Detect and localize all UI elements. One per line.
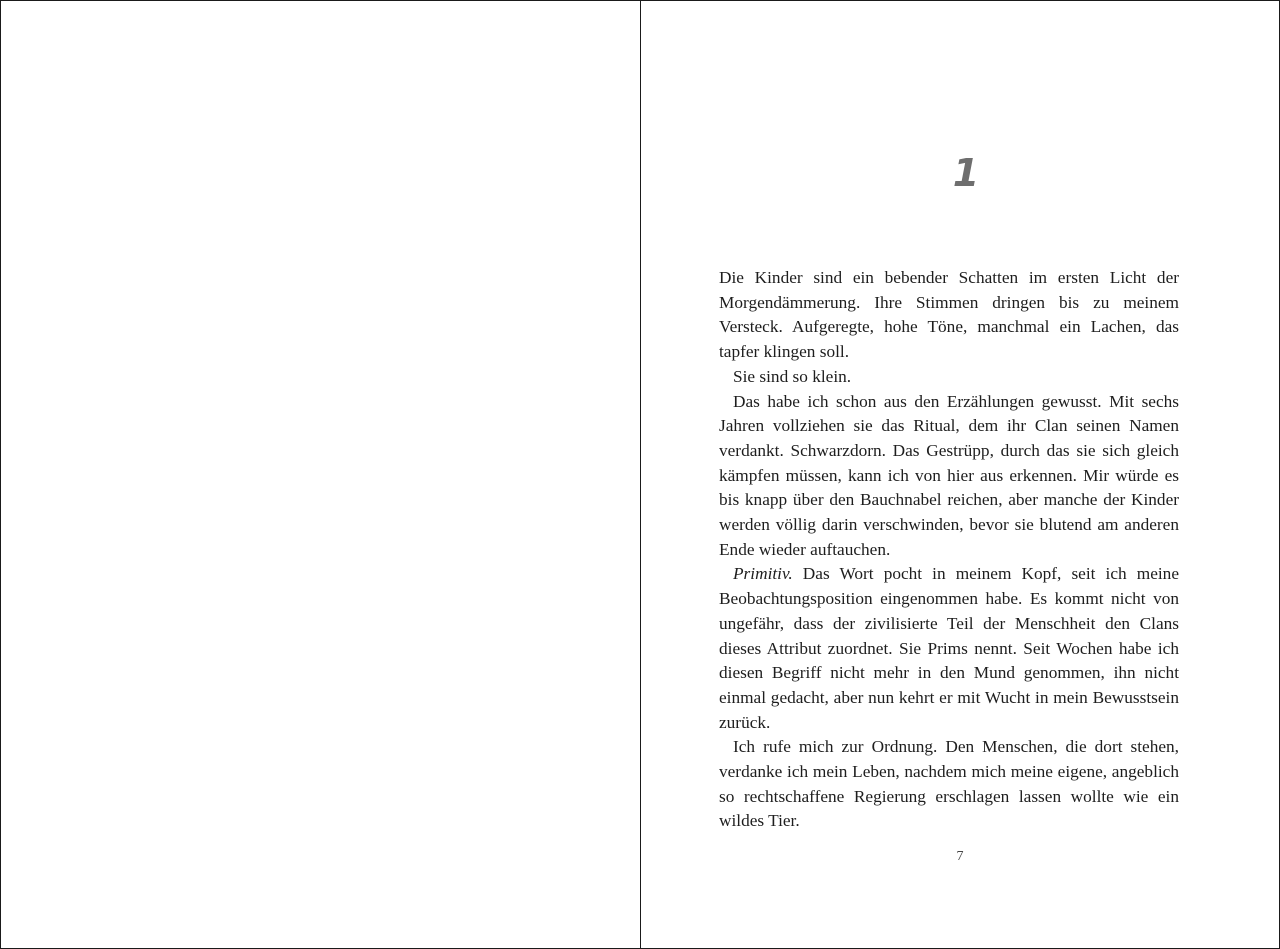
paragraph xyxy=(719,562,1179,735)
paragraph-text: Die Kinder sind ein bebender Schatten im ersten Licht der Morgendämmerung. Ihre Stimmen dringen bis zu meinem Versteck. Aufgeregte, hohe Töne, manchmal ein Lachen, das tapfer klingen soll. xyxy=(719,268,1179,362)
paragraph-text: Das habe ich schon aus den Erzählungen gewusst. Mit sechs Jahren vollziehen sie das Ritual, dem ihr Clan seinen Namen verdankt. Schwarzdorn. Das Gestrüpp, durch das sie sich gleich kämpfen müssen, kann ich von hier aus erkennen. Mir würde es bis knapp über den Bauchnabel reichen, aber manche der Kinder werden völlig darin verschwinden, bevor sie blutend am anderen Ende wieder auftauchen. xyxy=(719,391,1179,559)
chapter-number: 1 xyxy=(952,151,980,195)
paragraph xyxy=(719,735,1179,834)
left-page xyxy=(1,1,641,948)
page-number: 7 xyxy=(956,849,964,864)
paragraph xyxy=(719,365,1179,390)
right-page xyxy=(641,1,1279,948)
paragraph-text: Sie sind so klein. xyxy=(733,366,852,386)
paragraph xyxy=(719,390,1179,563)
body-text xyxy=(719,266,1179,834)
paragraph-text: Ich rufe mich zur Ordnung. Den Menschen, die dort stehen, verdanke ich mein Leben, nachdem mich meine eigene, angeblich so rechtschaffene Regierung erschlagen lassen wollte wie ein wildes Tier. xyxy=(719,737,1179,831)
paragraph-text: Das Wort pocht in meinem Kopf, seit ich meine Beobachtungsposition eingenommen habe. Es kommt nicht von ungefähr, dass der zivilisierte Teil der Menschheit den Clans dieses Attribut zuordnet. Sie Prims nennt. Seit Wochen habe ich diesen Begriff nicht mehr in den Mund genommen, ihn nicht einmal gedacht, aber nun kehrt er mit Wucht in mein Bewusstsein zurück. xyxy=(719,564,1179,732)
paragraph-lead-italic: Primitiv. xyxy=(733,564,793,584)
paragraph xyxy=(719,266,1179,365)
